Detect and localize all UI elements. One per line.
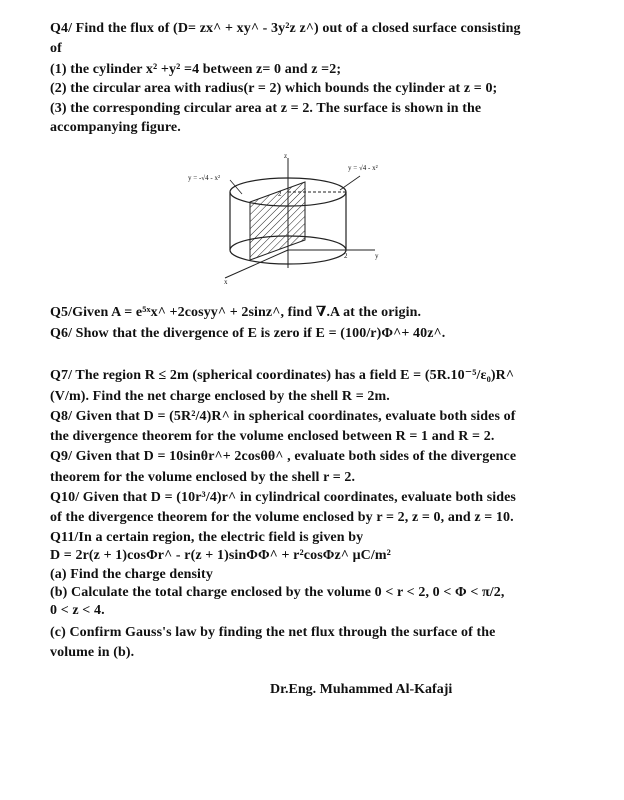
author-signature: Dr.Eng. Muhammed Al-Kafaji — [270, 682, 453, 697]
q10-line-2: of the divergence theorem for the volume enclosed by r = 2, z = 0, and z = 10. — [50, 510, 514, 525]
q4-item-3: (3) the corresponding circular area at z = 2. The surface is shown in the — [50, 101, 482, 116]
y-tick-2: 2 — [344, 252, 348, 260]
q7-line-1: Q7/ The region R ≤ 2m (spherical coordinates) has a field E = (5R.10⁻⁵/ε₀)R^ — [50, 368, 515, 383]
q4-line-1: Q4/ Find the flux of (D= zx^ + xy^ - 3y²z z^) out of a closed surface consisting — [50, 21, 521, 36]
label-left: y = -√4 - x² — [188, 174, 221, 182]
q11-part-b: (b) Calculate the total charge enclosed by the volume 0 < r < 2, 0 < Φ < π/2, — [50, 585, 505, 600]
label-right: y = √4 - x² — [348, 164, 378, 172]
y-label: y — [375, 252, 379, 260]
q11-part-c-cont: volume in (b). — [50, 645, 135, 660]
q4-item-2: (2) the circular area with radius(r = 2) which bounds the cylinder at z = 0; — [50, 81, 498, 96]
q4-item-3-cont: accompanying figure. — [50, 120, 181, 135]
q9-line-2: theorem for the volume enclosed by the shell r = 2. — [50, 470, 356, 485]
q5-line: Q5/Given A = e⁵ˣx^ +2cosyy^ + 2sinz^, find ∇.A at the origin. — [50, 305, 422, 320]
q10-line-1: Q10/ Given that D = (10r³/4)r^ in cylindrical coordinates, evaluate both sides — [50, 490, 516, 505]
q4-line-2: of — [50, 41, 62, 56]
q11-part-b-cont: 0 < z < 4. — [50, 603, 105, 618]
q11-field: D = 2r(z + 1)cosΦr^ - r(z + 1)sinΦΦ^ + r²cosΦz^ μC/m² — [50, 548, 391, 563]
cylinder-figure — [180, 150, 430, 285]
q11-part-a: (a) Find the charge density — [50, 567, 213, 582]
q11-part-c: (c) Confirm Gauss's law by finding the net flux through the surface of the — [50, 625, 496, 640]
q4-item-1: (1) the cylinder x² +y² =4 between z= 0 and z =2; — [50, 62, 342, 77]
x-label: x — [224, 278, 228, 285]
q11-line-1: Q11/In a certain region, the electric field is given by — [50, 530, 364, 545]
tick-2: 2 — [278, 190, 282, 198]
q8-line-1: Q8/ Given that D = (5R²/4)R^ in spherical coordinates, evaluate both sides of — [50, 409, 516, 424]
q7-line-2: (V/m). Find the net charge enclosed by the shell R = 2m. — [50, 389, 390, 404]
q9-line-1: Q9/ Given that D = 10sinθr^+ 2cosθθ^ , evaluate both sides of the divergence — [50, 449, 517, 464]
q6-line: Q6/ Show that the divergence of E is zero if E = (100/r)Φ^+ 40z^. — [50, 326, 446, 341]
q8-line-2: the divergence theorem for the volume enclosed between R = 1 and R = 2. — [50, 429, 495, 444]
z-label: z — [284, 152, 288, 160]
